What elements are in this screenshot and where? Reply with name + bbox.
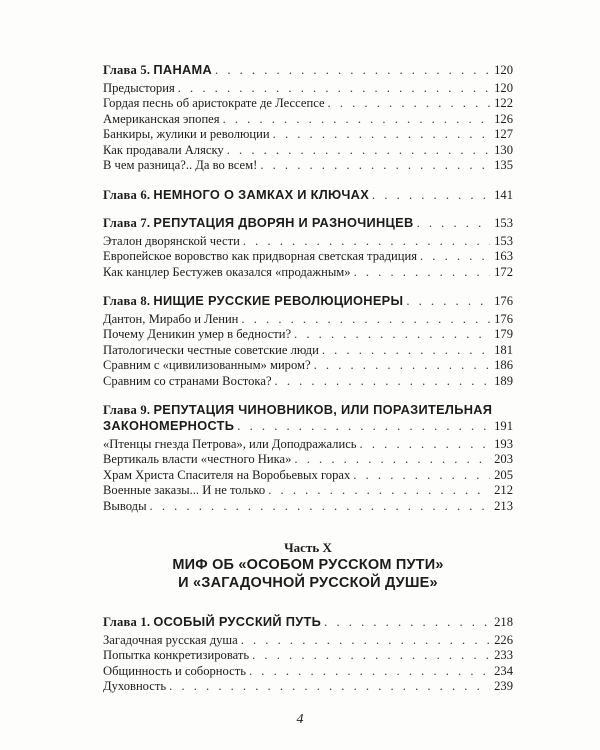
toc-entry	[103, 343, 513, 359]
toc-entry	[103, 143, 513, 159]
dot-leader	[273, 127, 490, 143]
chapter-9-block	[103, 402, 513, 514]
entry-title: Американская эпопея	[103, 111, 220, 126]
chapter-9-heading	[103, 402, 513, 434]
chapter-8-block	[103, 293, 513, 389]
chapter-1-heading	[103, 614, 513, 630]
dot-leader	[360, 437, 490, 453]
dot-leader	[241, 312, 490, 328]
part-title-line2: И «ЗАГАДОЧНОЙ РУССКОЙ ДУШЕ»	[178, 575, 438, 591]
dot-leader	[354, 265, 490, 281]
part-number: Часть X	[284, 540, 332, 555]
dot-leader	[294, 327, 490, 343]
page-number: 186	[494, 358, 513, 372]
page-number: 179	[494, 327, 513, 341]
page-number: 141	[494, 187, 513, 202]
entry-title: Гордая песнь об аристократе де Лессепсе	[103, 96, 325, 110]
chapter-label: Глава 5.	[103, 63, 151, 77]
chapter-title: РЕПУТАЦИЯ ДВОРЯН И РАЗНОЧИНЦЕВ	[153, 215, 414, 230]
page-number: 226	[494, 632, 513, 647]
entry-title: Почему Деникин умер в бедности?	[103, 327, 292, 341]
chapter-label: Глава 8.	[103, 294, 151, 308]
page-number: 120	[494, 63, 513, 77]
entry-title: Храм Христа Спасителя на Воробьевых горах	[103, 467, 351, 482]
toc-entry	[103, 499, 513, 515]
entry-title: Духовность	[103, 679, 167, 693]
dot-leader	[420, 249, 490, 265]
chapter-label: Глава 9.	[103, 403, 151, 417]
chapter-6-heading	[103, 187, 513, 203]
chapter-8-heading	[103, 293, 513, 309]
dot-leader	[294, 452, 490, 468]
page-number: 153	[494, 233, 513, 248]
page-number: 218	[494, 615, 513, 629]
page-number: 126	[494, 111, 513, 126]
chapter-label: Глава 1.	[103, 615, 151, 629]
dot-leader	[275, 374, 490, 390]
entry-title: Дантон, Мирабо и Ленин	[103, 311, 239, 326]
entry-title: «Птенцы гнезда Петрова», или Доподражались	[103, 436, 357, 451]
dot-leader	[406, 294, 490, 310]
dot-leader	[314, 358, 490, 374]
chapter-label: Глава 6.	[103, 187, 151, 202]
entry-title: Вертикаль власти «честного Ника»	[103, 452, 292, 466]
toc-entry	[103, 249, 513, 265]
toc-entry	[103, 158, 513, 174]
page-number: 135	[494, 158, 513, 172]
dot-leader	[237, 419, 490, 435]
chapter-5-heading	[103, 62, 513, 78]
toc-entry	[103, 374, 513, 390]
toc-entry	[103, 679, 513, 695]
part-title-line1: МИФ ОБ «ОСОБОМ РУССКОМ ПУТИ»	[172, 557, 444, 573]
page-number: 122	[494, 96, 513, 110]
entry-title: Сравним со странами Востока?	[103, 373, 272, 388]
toc-entry	[103, 112, 513, 128]
dot-leader	[215, 63, 490, 79]
entry-title: Сравним с «цивилизованным» миром?	[103, 358, 311, 372]
dot-leader	[249, 664, 490, 680]
toc-entry	[103, 633, 513, 649]
entry-title: Попытка конкретизировать	[103, 648, 250, 662]
toc-entry	[103, 648, 513, 664]
page-number: 181	[494, 342, 513, 357]
entry-title: Как продавали Аляску	[103, 142, 224, 157]
page-number: 130	[494, 142, 513, 157]
dot-leader	[178, 81, 490, 97]
toc-entry	[103, 452, 513, 468]
dot-leader	[227, 143, 490, 159]
page-number: 234	[494, 663, 513, 678]
page-number: 193	[494, 436, 513, 451]
page-number: 153	[494, 216, 513, 230]
toc-entry	[103, 81, 513, 97]
page-number: 239	[494, 679, 513, 693]
chapter-6-block	[103, 187, 513, 203]
toc-entry	[103, 483, 513, 499]
entry-title: Как канцлер Бестужев оказался «продажным»	[103, 264, 351, 279]
entry-title: Европейское воровство как придворная светская традиция	[103, 249, 417, 263]
dot-leader	[268, 483, 490, 499]
toc-entry	[103, 468, 513, 484]
dot-leader	[324, 615, 490, 631]
chapter-title-line2: ЗАКОНОМЕРНОСТЬ	[103, 418, 235, 433]
chapter-title: НИЩИЕ РУССКИЕ РЕВОЛЮЦИОНЕРЫ	[153, 293, 404, 308]
entry-title: В чем разница?.. Да во всем!	[103, 158, 258, 172]
toc-entry	[103, 234, 513, 250]
toc-entry	[103, 358, 513, 374]
toc-entry	[103, 664, 513, 680]
dot-leader	[223, 112, 490, 128]
page-number: 212	[494, 483, 513, 497]
toc-entry	[103, 437, 513, 453]
dot-leader	[243, 234, 490, 250]
page-number: 191	[494, 419, 513, 433]
table-of-contents	[103, 62, 513, 708]
dot-leader	[328, 96, 490, 112]
toc-entry	[103, 127, 513, 143]
page-number: 176	[494, 294, 513, 308]
dot-leader	[322, 343, 490, 359]
chapter-7-block	[103, 215, 513, 280]
page-number: 233	[494, 648, 513, 662]
page-number: 172	[494, 264, 513, 279]
dot-leader	[353, 468, 490, 484]
chapter-title: НЕМНОГО О ЗАМКАХ И КЛЮЧАХ	[153, 186, 370, 202]
entry-title: Эталон дворянской чести	[103, 233, 240, 248]
dot-leader	[169, 679, 490, 695]
dot-leader	[150, 499, 490, 515]
page-number: 120	[494, 80, 513, 95]
entry-title: Патологически честные советские люди	[103, 342, 319, 357]
page-number: 203	[494, 452, 513, 466]
entry-title: Общинность и соборность	[103, 663, 246, 678]
page-number: 163	[494, 249, 513, 263]
dot-leader	[252, 648, 490, 664]
page-number: 189	[494, 373, 513, 388]
page-folio: 4	[296, 712, 304, 727]
toc-entry	[103, 327, 513, 343]
chapter-7-heading	[103, 215, 513, 231]
page-number: 176	[494, 311, 513, 326]
page-number: 127	[494, 127, 513, 141]
chapter-title-line1: РЕПУТАЦИЯ ЧИНОВНИКОВ, ИЛИ ПОРАЗИТЕЛЬНАЯ	[153, 402, 493, 417]
toc-entry	[103, 265, 513, 281]
chapter-label: Глава 7.	[103, 216, 151, 230]
entry-title: Предыстория	[103, 80, 175, 95]
chapter-title: ПАНАМА	[153, 62, 213, 77]
toc-entry	[103, 96, 513, 112]
dot-leader	[241, 633, 490, 649]
toc-entry	[103, 312, 513, 328]
dot-leader	[372, 188, 490, 204]
entry-title: Выводы	[103, 498, 147, 513]
chapter-5-block	[103, 62, 513, 174]
page-number: 213	[494, 498, 513, 513]
entry-title: Загадочная русская душа	[103, 632, 238, 647]
entry-title: Военные заказы... И не только	[103, 483, 266, 497]
page-number: 205	[494, 467, 513, 482]
chapter-1-block	[103, 614, 513, 695]
dot-leader	[417, 216, 490, 232]
part-10-heading	[103, 540, 513, 592]
entry-title: Банкиры, жулики и революции	[103, 127, 270, 141]
dot-leader	[260, 158, 490, 174]
chapter-title: ОСОБЫЙ РУССКИЙ ПУТЬ	[153, 614, 322, 629]
